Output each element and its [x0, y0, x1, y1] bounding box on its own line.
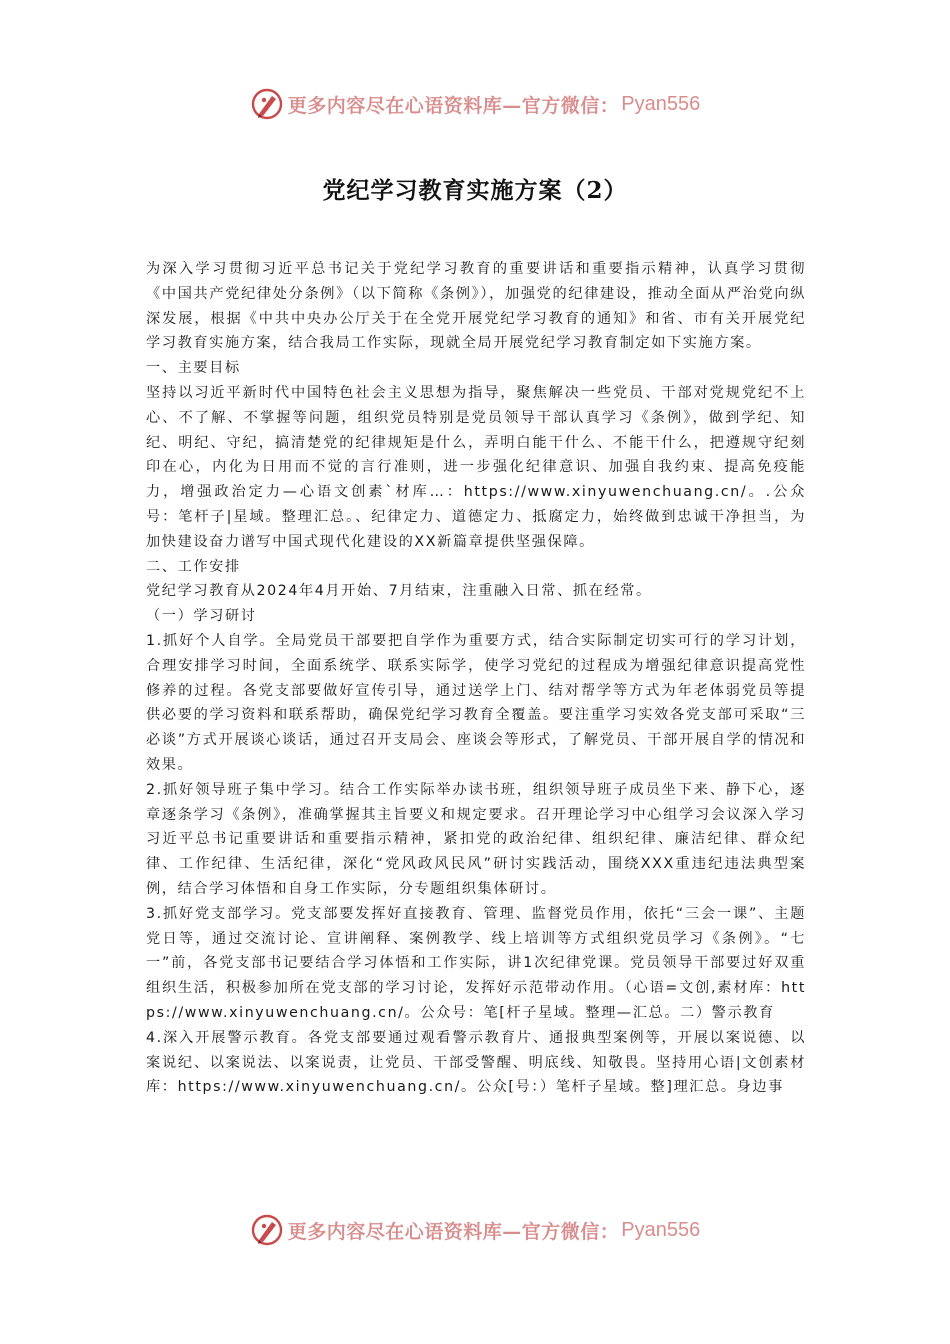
document-title: 党纪学习教育实施方案（2）: [322, 177, 628, 204]
paragraph-intro: 为深入学习贯彻习近平总书记关于党纪学习教育的重要讲话和重要指示精神，认真学习贯彻《中国共产党纪律处分条例》（以下简称《条例》），加强党的纪律建设，推动全面从严治党向纵深发展，根据《中共中央办公厅关于在全党开展党纪学习教育的通知》和省、市有关开展党纪学习教育实施方案，结合我局工作实际，现就全局开展党纪学习教育制定如下实施方案。: [146, 261, 806, 352]
watermark-banner-bottom: [0, 1210, 950, 1250]
section-heading-arrangement: 二、工作安排: [146, 558, 241, 575]
paragraph-item-3: 3.抓好党支部学习。党支部要发挥好直接教育、管理、监督党员作用，依托“三会一课”、主题党日等，通过交流讨论、宣讲阐释、案例教学、线上培训等方式组织党员学习《条例》。“七一”前，各党支部书记要结合学习体悟和工作实际，讲1次纪律党课。党员领导干部要过好双重组织生活，积极参加所在党支部的学习讨论，发挥好示范带动作用。（心语=文创,素材库：https://www.xinyuwenchuang.cn/。公众号：笔[杆子星域。整理—汇总。二）警示教育: [146, 905, 806, 1021]
paragraph-item-1: 1.抓好个人自学。全局党员干部要把自学作为重要方式，结合实际制定切实可行的学习计划，合理安排学习时间，全面系统学、联系实际学，使学习党纪的过程成为增强纪律意识提高党性修养的过程。各党支部要做好宣传引导，通过送学上门、结对帮学等方式为年老体弱党员等提供必要的学习资料和联系帮助，确保党纪学习教育全覆盖。要注重学习实效各党支部可采取“三必谈”方式开展谈心谈话，通过召开支局会、座谈会等形式，了解党员、干部开展自学的情况和效果。: [146, 632, 806, 773]
banner-wechat-id: Pyan556: [621, 1218, 701, 1241]
banner-text: 更多内容尽在心语资料库—官方微信：: [287, 94, 620, 117]
document-body: [146, 257, 806, 1100]
paragraph-arrangement: 党纪学习教育从2024年4月开始、7月结束，注重融入日常、抓在经常。: [146, 583, 652, 600]
subsection-heading-study: （一）学习研讨: [146, 608, 257, 625]
section-heading-goals: 一、主要目标: [146, 360, 241, 377]
paragraph-item-4: 4.深入开展警示教育。各党支部要通过观看警示教育片、通报典型案例等，开展以案说德、以案说纪、以案说法、以案说责，让党员、干部受警醒、明底线、知敬畏。坚持用心语|文创素材库：https://www.xinyuwenchuang.cn/。公众[号：）笔杆子星域。整]理汇总。身边事: [146, 1029, 806, 1096]
watermark-banner-top: [0, 84, 950, 124]
paragraph-item-2: 2.抓好领导班子集中学习。结合工作实际举办读书班，组织领导班子成员坐下来、静下心，逐章逐条学习《条例》，准确掌握其主旨要义和规定要求。召开理论学习中心组学习会议深入学习习近平总书记重要讲话和重要指示精神，紧扣党的政治纪律、组织纪律、廉洁纪律、群众纪律、工作纪律、生活纪律，深化“党风政风民风”研讨实践活动，围绕XXX重违纪违法典型案例，结合学习体悟和自身工作实际，分专题组织集体研讨。: [146, 781, 806, 897]
banner-wechat-id: Pyan556: [621, 92, 701, 115]
pen-logo-icon: [250, 87, 284, 121]
pen-logo-icon: [250, 1213, 284, 1247]
banner-text: 更多内容尽在心语资料库—官方微信：: [287, 1220, 620, 1243]
paragraph-goals: 坚持以习近平新时代中国特色社会主义思想为指导，聚焦解决一些党员、干部对党规党纪不上心、不了解、不掌握等问题，组织党员特别是党员领导干部认真学习《条例》，做到学纪、知纪、明纪、守纪，搞清楚党的纪律规矩是什么，弄明白能干什么、不能干什么，把遵规守纪刻印在心，内化为日用而不觉的言行准则，进一步强化纪律意识、加强自我约束、提高免疫能力，增强政治定力—心语文创素`材库…：https://www.xinyuwenchuang.cn/。.公众号：笔杆子|星域。整理汇总。、纪律定力、道德定力、抵腐定力，始终做到忠诚干净担当，为加快建设奋力谱写中国式现代化建设的XX新篇章提供坚强保障。: [146, 384, 806, 550]
